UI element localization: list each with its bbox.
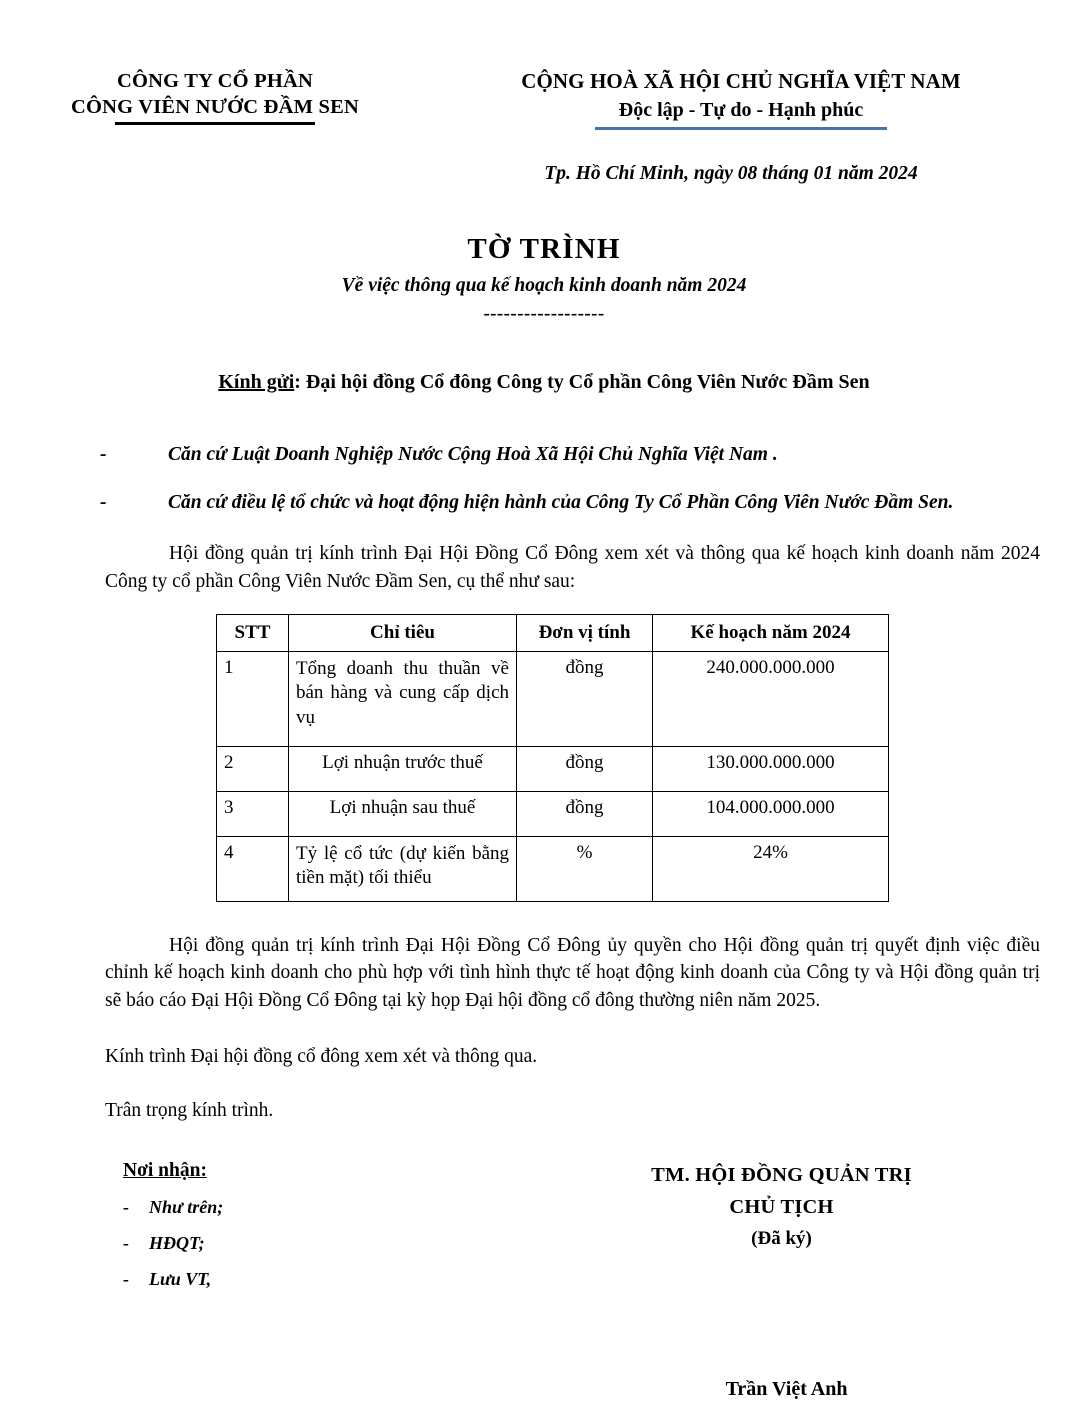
distribution-item-label: Lưu VT,: [149, 1269, 212, 1290]
legal-basis-text: Căn cứ điều lệ tổ chức và hoạt động hiện hành của Công Ty Cổ Phần Công Viên Nước Đầm Sen.: [168, 492, 954, 514]
national-motto: Độc lập - Tự do - Hạnh phúc: [618, 98, 864, 121]
cell-plan-value: 104.000.000.000: [653, 791, 889, 836]
table-row: [217, 746, 889, 791]
signature-role: TM. HỘI ĐỒNG QUẢN TRỊ: [651, 1164, 912, 1187]
cell-indicator: Lợi nhuận sau thuế: [289, 791, 517, 836]
table-header-plan: Kế hoạch năm 2024: [653, 614, 889, 651]
national-header-block: [430, 68, 1088, 187]
intro-paragraph: Hội đồng quản trị kính trình Đại Hội Đồng Cổ Đông xem xét và thông qua kế hoạch kinh doanh năm 2024 Công ty cổ phần Công Viên Nước Đầm Sen, cụ thể như sau:: [105, 543, 1040, 593]
distribution-list: [105, 1160, 525, 1290]
list-item: [105, 1269, 525, 1290]
cell-indicator: Tổng doanh thu thuần về bán hàng và cung cấp dịch vụ: [289, 651, 517, 746]
page-title: TỜ TRÌNH: [467, 233, 621, 266]
legal-basis-item: [100, 444, 1040, 466]
document-footer: [0, 1160, 1088, 1290]
recipient-value: : Đại hội đồng Cổ đông Công ty Cổ phần Công Viên Nước Đầm Sen: [294, 371, 870, 394]
recipient-label: Kính gửi: [218, 371, 295, 394]
table-header-indicator: Chỉ tiêu: [289, 614, 517, 651]
recipient-line: [0, 371, 1088, 394]
cell-unit: %: [517, 836, 653, 901]
cell-unit: đồng: [517, 791, 653, 836]
title-block: [0, 233, 1088, 325]
national-title: CỘNG HOÀ XÃ HỘI CHỦ NGHĨA VIỆT NAM: [521, 69, 961, 93]
document-subtitle: Về việc thông qua kế hoạch kinh doanh năm 2024: [341, 275, 747, 297]
cell-plan-value: 130.000.000.000: [653, 746, 889, 791]
motto-underline-rule: [595, 127, 887, 130]
business-plan-table: [216, 614, 889, 902]
distribution-item-label: Như trên;: [149, 1197, 224, 1218]
bullet-dash: -: [100, 444, 107, 466]
distribution-list-title: Nơi nhận:: [123, 1160, 207, 1182]
cell-stt: 4: [217, 836, 289, 901]
table-header-row: [217, 614, 889, 651]
legal-basis-list: [0, 444, 1088, 514]
cell-stt: 3: [217, 791, 289, 836]
bullet-dash: -: [123, 1269, 129, 1290]
bullet-dash: -: [100, 492, 107, 514]
signature-title: CHỦ TỊCH: [729, 1196, 834, 1218]
closing-line-1: Kính trình Đại hội đồng cổ đông xem xét và thông qua.: [105, 1045, 538, 1067]
table-row: [217, 836, 889, 901]
table-header-unit: Đơn vị tính: [517, 614, 653, 651]
table-row: [217, 651, 889, 746]
signature-signed-note: (Đã ký): [751, 1227, 812, 1249]
cell-unit: đồng: [517, 746, 653, 791]
table-row: [217, 791, 889, 836]
list-item: [105, 1233, 525, 1254]
distribution-item-label: HĐQT;: [149, 1233, 205, 1254]
cell-stt: 1: [217, 651, 289, 746]
cell-plan-value: 24%: [653, 836, 889, 901]
cell-unit: đồng: [517, 651, 653, 746]
list-item: [105, 1197, 525, 1218]
cell-indicator: Lợi nhuận trước thuế: [289, 746, 517, 791]
place-date-line: Tp. Hồ Chí Minh, ngày 08 tháng 01 năm 2024: [544, 163, 918, 185]
table-header-stt: STT: [217, 614, 289, 651]
bullet-dash: -: [123, 1197, 129, 1218]
closing-line-2: Trân trọng kính trình.: [105, 1099, 274, 1121]
document-header: [0, 0, 1088, 187]
signature-block: [525, 1160, 1048, 1290]
legal-basis-text: Căn cứ Luật Doanh Nghiệp Nước Cộng Hoà Xã Hội Chủ Nghĩa Việt Nam .: [168, 444, 778, 466]
bullet-dash: -: [123, 1233, 129, 1254]
title-separator: ------------------: [483, 303, 605, 325]
cell-plan-value: 240.000.000.000: [653, 651, 889, 746]
company-name-line-1: CÔNG TY CỔ PHẦN: [116, 70, 314, 92]
company-underline-rule: [115, 122, 315, 125]
cell-stt: 2: [217, 746, 289, 791]
company-name-line-2: CÔNG VIÊN NƯỚC ĐẦM SEN: [71, 96, 359, 119]
cell-indicator: Tỷ lệ cổ tức (dự kiến bằng tiền mặt) tối thiểu: [289, 836, 517, 901]
company-header-block: [0, 68, 430, 125]
legal-basis-item: [100, 492, 1040, 514]
signer-name: Trần Việt Anh: [725, 1378, 848, 1401]
authorization-paragraph: Hội đồng quản trị kính trình Đại Hội Đồng Cổ Đông ủy quyền cho Hội đồng quản trị quyết định việc điều chỉnh kế hoạch kinh doanh cho phù hợp với tình hình thực tế hoạt động kinh doanh của Công ty và Hội đồng quản trị sẽ báo cáo Đại Hội Đồng Cổ Đông tại kỳ họp Đại hội đồng cổ đông thường niên năm 2025.: [105, 934, 1040, 1012]
